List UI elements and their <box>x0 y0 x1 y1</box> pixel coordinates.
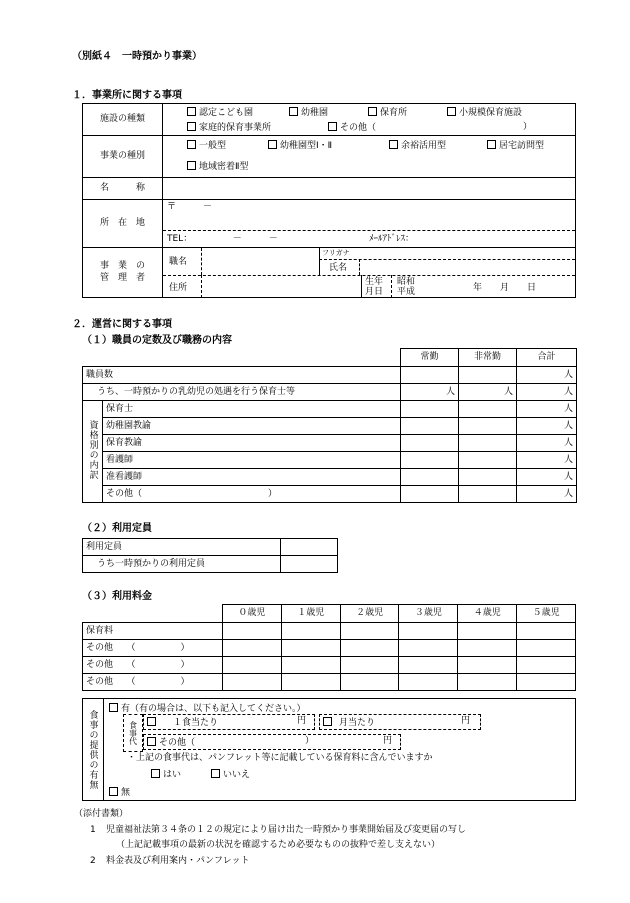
section2-title: ２．運営に関する事項 <box>72 319 172 330</box>
checkbox-icon <box>389 140 398 149</box>
attachments-title: （添付書類） <box>74 809 129 819</box>
staff-table <box>82 348 577 503</box>
option-other-close: ） <box>523 122 533 132</box>
furigana-label: フリガナ <box>322 249 350 257</box>
per-meal[interactable]: １食当たり <box>147 717 218 728</box>
child-staff-parttime[interactable]: 人 <box>459 384 517 401</box>
meal-fee-label: 食事代 <box>123 714 143 752</box>
fees-table <box>82 604 576 691</box>
address-divider <box>163 230 575 231</box>
meal-other-close: ） <box>305 736 315 746</box>
business-type-label: 事業の種別 <box>83 136 163 178</box>
staff-count-parttime[interactable] <box>459 367 517 384</box>
person-name-divider <box>359 259 360 275</box>
checkbox-icon <box>147 717 156 726</box>
checkbox-icon <box>147 737 156 746</box>
job-divider <box>201 248 202 275</box>
checkbox-icon <box>109 787 118 796</box>
qualification-label: 資格別の内訳 <box>83 401 103 503</box>
checkbox-icon <box>109 703 118 712</box>
option-chiiki[interactable]: 地域密着Ⅱ型 <box>187 161 248 172</box>
birth-divider <box>361 275 362 298</box>
birth-divider2 <box>391 275 392 298</box>
option-nintei[interactable]: 認定こども園 <box>187 107 253 118</box>
facility-type-label: 施設の種類 <box>83 104 163 136</box>
meal-no[interactable]: 無 <box>109 787 130 798</box>
furigana-divider <box>319 259 575 260</box>
capacity-title: （２）利用定員 <box>82 523 152 534</box>
option-yochien-gata[interactable]: 幼稚園型Ⅰ・Ⅱ <box>268 140 332 151</box>
facility-table <box>82 103 576 298</box>
address-divider2 <box>201 275 202 298</box>
manager-row-divider <box>163 275 575 276</box>
qual-other-total[interactable]: 人 <box>517 486 577 503</box>
meal-other-yen: 円 <box>383 736 393 746</box>
per-meal-yen: 円 <box>297 716 307 726</box>
attachment-note: （上記記載事項の最新の状況を確認するため必要なものの抜粋で差し支えない） <box>116 840 441 850</box>
qual-jun-kangoshi: 准看護師 <box>103 469 401 486</box>
header-fulltime: 常勤 <box>401 349 459 367</box>
manager-label: 事 業 の 管 理 者 <box>83 248 163 298</box>
qual-other[interactable]: その他（ ） <box>103 486 401 503</box>
qual-kangoshi-total[interactable]: 人 <box>517 452 577 469</box>
checkbox-icon <box>211 769 220 778</box>
qual-kangoshi: 看護師 <box>103 452 401 469</box>
checkbox-icon <box>328 122 337 131</box>
staff-header-blank <box>83 349 401 367</box>
option-small[interactable]: 小規模保育施設 <box>447 107 522 118</box>
era-label: 昭和 平成 <box>397 277 416 298</box>
temp-capacity-label: うち一時預かりの利用定員 <box>83 556 281 573</box>
child-staff-label: うち、一時預かりの乳幼児の処遇を行う保育士等 <box>83 384 401 401</box>
age-2: ２歳児 <box>340 605 399 623</box>
form-title: （別紙４ 一時預かり事業） <box>72 51 202 62</box>
option-hoikusho[interactable]: 保育所 <box>368 107 407 118</box>
qual-hoikushi-total[interactable]: 人 <box>517 401 577 418</box>
checkbox-icon <box>447 107 456 116</box>
birthdate-label: 生年 月日 <box>365 277 384 298</box>
qual-hoikushi: 保育士 <box>103 401 401 418</box>
checkbox-icon <box>323 717 332 726</box>
checkbox-icon <box>151 769 160 778</box>
option-other[interactable]: その他（ <box>328 122 376 133</box>
address-field[interactable] <box>163 200 576 248</box>
address-label: 所 在 地 <box>83 200 163 248</box>
option-ippan[interactable]: 一般型 <box>187 140 226 151</box>
age-3: ３歳児 <box>399 605 458 623</box>
child-staff-fulltime[interactable]: 人 <box>401 384 459 401</box>
staff-count-label: 職員数 <box>83 367 401 384</box>
staff-title: （１）職員の定数及び職務の内容 <box>82 335 232 346</box>
qual-yochien: 幼稚園教諭 <box>103 418 401 435</box>
meal-question: ・上記の食事代は、パンフレット等に記載している保育料に含んでいますか <box>127 753 433 763</box>
attachment-num-1: 1 <box>90 825 96 835</box>
option-katei[interactable]: 家庭的保育事業所 <box>187 122 271 133</box>
per-month[interactable]: 月当たり <box>323 717 375 728</box>
capacity-table <box>82 538 338 573</box>
header-total: 合計 <box>517 349 577 367</box>
checkbox-icon <box>187 161 196 170</box>
home-address-label: 住所 <box>169 283 188 293</box>
fees-title: （３）利用料金 <box>82 591 152 602</box>
job-title-label: 職名 <box>169 257 188 267</box>
per-month-yen: 円 <box>461 716 471 726</box>
meal-yes[interactable]: 有（有の場合は、以下も記入してください。） <box>109 703 306 714</box>
option-kyotaku[interactable]: 居宅訪問型 <box>487 140 544 151</box>
checkbox-icon <box>187 122 196 131</box>
name-field[interactable] <box>163 178 576 200</box>
tel-field[interactable]: TEL： － － <box>167 234 278 244</box>
fee-row-label[interactable]: その他 （ ） <box>83 640 223 657</box>
postal-code: 〒 － <box>167 202 213 212</box>
header-parttime: 非常勤 <box>459 349 517 367</box>
age-5: ５歳児 <box>517 605 576 623</box>
checkbox-icon <box>187 140 196 149</box>
staff-count-fulltime[interactable] <box>401 367 459 384</box>
checkbox-icon <box>487 140 496 149</box>
qual-hoiku-kyoyu-total[interactable]: 人 <box>517 435 577 452</box>
option-yochien[interactable]: 幼稚園 <box>289 107 328 118</box>
ymd-label[interactable]: 年 月 日 <box>473 283 537 293</box>
checkbox-icon <box>187 107 196 116</box>
answer-yes[interactable]: はい <box>151 769 181 780</box>
age-1: １歳児 <box>281 605 340 623</box>
business-type-options <box>163 136 576 178</box>
meal-other[interactable]: その他（ <box>147 737 195 748</box>
manager-field <box>163 248 576 298</box>
age-0: ０歳児 <box>223 605 282 623</box>
checkbox-icon <box>289 107 298 116</box>
checkbox-icon <box>368 107 377 116</box>
name-label: 名 称 <box>83 178 163 200</box>
fee-row-label[interactable]: その他 （ ） <box>83 674 223 691</box>
attachment-item-1: 児童福祉法第３４条の１２の規定により届け出た一時預かり事業開始届及び変更届の写し <box>106 825 467 835</box>
section1-title: １．事業所に関する事項 <box>72 90 182 101</box>
facility-type-options <box>163 104 576 136</box>
fee-row-label[interactable]: その他 （ ） <box>83 657 223 674</box>
attachment-item-2: 料金表及び利用案内・パンフレット <box>106 856 250 866</box>
answer-no[interactable]: いいえ <box>211 769 250 780</box>
meal-label: 食事の提供の有無 <box>83 699 104 800</box>
checkbox-icon <box>268 140 277 149</box>
capacity-label: 利用定員 <box>83 539 281 556</box>
attachment-num-2: 2 <box>90 856 96 866</box>
person-name-label: 氏名 <box>329 263 348 273</box>
name-divider <box>319 248 320 275</box>
option-yoyu[interactable]: 余裕活用型 <box>389 140 446 151</box>
fees-header-blank <box>83 605 223 623</box>
age-4: ４歳児 <box>458 605 517 623</box>
capacity-value[interactable] <box>281 539 338 556</box>
qual-yochien-total[interactable]: 人 <box>517 418 577 435</box>
temp-capacity-value[interactable] <box>281 556 338 573</box>
qual-jun-kangoshi-total[interactable]: 人 <box>517 469 577 486</box>
meal-box <box>82 698 576 801</box>
email-field[interactable]: ﾒｰﾙｱﾄﾞﾚｽ： <box>369 234 415 244</box>
staff-count-total[interactable]: 人 <box>517 367 577 384</box>
fee-row-label: 保育料 <box>83 623 223 640</box>
qual-hoiku-kyoyu: 保育教諭 <box>103 435 401 452</box>
child-staff-total[interactable]: 人 <box>517 384 577 401</box>
